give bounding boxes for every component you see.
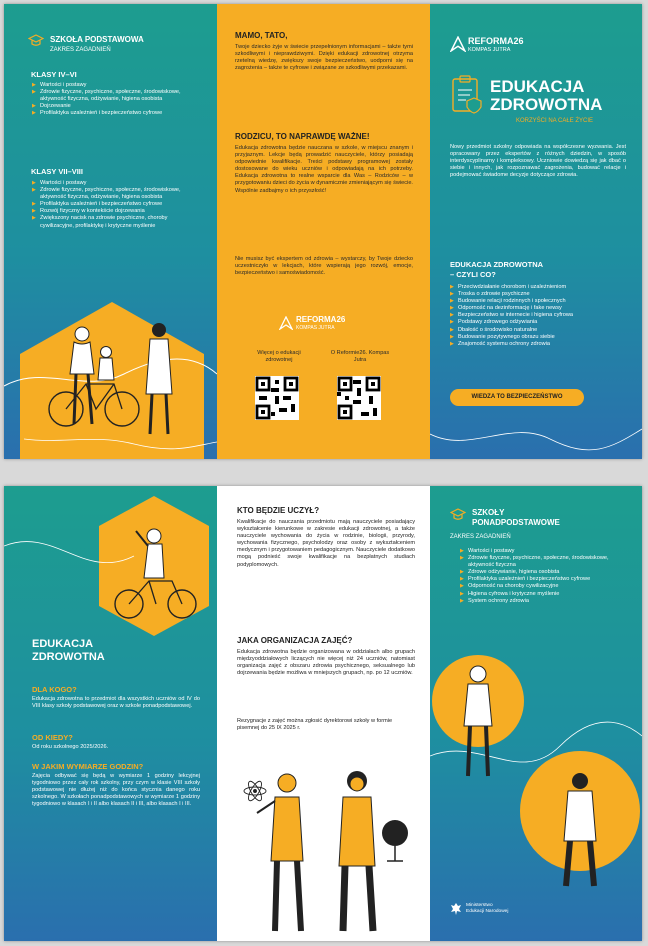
list-heading-line: – CZYLI CO? bbox=[450, 270, 496, 279]
decorative-wave bbox=[430, 414, 642, 459]
graduation-cap-icon bbox=[28, 34, 44, 48]
panel-about bbox=[4, 486, 217, 941]
qr-code-health-education[interactable] bbox=[255, 376, 299, 420]
ministry-line: Edukacji Narodowej bbox=[466, 909, 509, 914]
logo-name: REFORMA26 bbox=[468, 36, 524, 46]
teachers-heading: KTO BĘDZIE UCZYŁ? bbox=[237, 506, 320, 515]
list-item: ▶ Znajomość systemu ochrony zdrowia bbox=[450, 341, 630, 348]
qr-label: Więcej o edukacji zdrowotnej bbox=[257, 350, 301, 364]
list-item: ▶ Bezpieczeństwo w internecie i higiena cyfrowa bbox=[450, 312, 630, 319]
clipboard-health-icon bbox=[450, 74, 486, 116]
list-item: ▶ Zdrowie fizyczne, psychiczne, społeczne, środowiskowe, aktywność fizyczna, odżywianie, higiena osobista bbox=[32, 187, 202, 201]
list-item: ▶ Troska o zdrowie psychiczne bbox=[450, 291, 630, 298]
important-heading: RODZICU, TO NAPRAWDĘ WAŻNE! bbox=[235, 132, 370, 141]
list-item: ▶ Zdrowe odżywianie, higiena osobista bbox=[460, 569, 630, 576]
teachers-illustration bbox=[217, 761, 430, 941]
section-title-line: PONADPODSTAWOWE bbox=[472, 518, 560, 527]
logo-subtitle: KOMPAS JUTRA bbox=[296, 325, 335, 331]
list-item: ▶ Dbałość o środowisko naturalne bbox=[450, 327, 630, 334]
list-item: ▶ Dojrzewanie bbox=[32, 103, 202, 110]
organization-paragraph: Edukacja zdrowotna będzie organizowana w oddziałach albo grupach międzyoddziałowych liczących nie więcej niż 24 uczniów, natomiast organizacja zajęć z obszaru zdrowia psychicznego, seksualnego lub dojrzewania będzie możliwa w mniejszych grupach, np. po 12 uczniów. bbox=[237, 649, 415, 677]
cover-title-line: EDUKACJA bbox=[490, 77, 585, 96]
list-item: ▶ Podstawy zdrowego odżywiania bbox=[450, 319, 630, 326]
list-item: ▶ Profilaktyka uzależnień i bezpieczeństwo cyfrowe bbox=[32, 110, 202, 117]
list-item: ▶ Odporność na dezinformację i fake newsy bbox=[450, 305, 630, 312]
qr-code-reforma26[interactable] bbox=[337, 376, 381, 420]
panel-secondary-school bbox=[430, 486, 642, 941]
panel-cover bbox=[430, 4, 642, 459]
qr-label: O Reformie26. Kompas Jutra bbox=[330, 350, 390, 364]
logo-name: REFORMA26 bbox=[296, 315, 346, 324]
cover-intro: Nowy przedmiot szkolny odpowiada na współczesne wyzwania. Jest opracowany przez ekspertów z różnych dziedzin, w sposób interdyscyplinarny i kompleksowy. Uczniowie dowiedzą się jak dbać o siebie i innych, jak rozpoznawać zagrożenia, budować relacje i podejmować świadome decyzje dotyczące zdrowia. bbox=[450, 144, 626, 179]
list-item: ▶ Profilaktyka uzależnień i bezpieczeństwo cyfrowe bbox=[32, 201, 202, 208]
list-item: ▶ Przeciwdziałanie chorobom i uzależnieniom bbox=[450, 284, 630, 291]
list-item: ▶ Wartości i postawy bbox=[32, 82, 202, 89]
list-item: ▶ Rozwój fizyczny w kontekście dojrzewania bbox=[32, 208, 202, 215]
teachers-paragraph: Kwalifikacje do nauczania przedmiotu mają nauczyciele posiadający wykształcenie kierunkowe w zakresie edukacji zdrowotnej, a także nauczyciele wychowania do życia w rodzinie, biologii, przyrody, wychowania fizycznego, psycholodzy oraz osoby z wykształceniem medycznym i przygotowaniem pedagogicznym. Nauczyciele dodatkowo mogą podnieść swoje kwalifikacje na bezpłatnych studiach podyplomowych. bbox=[237, 519, 415, 568]
about-title-line: ZDROWOTNA bbox=[32, 651, 105, 663]
leaflet-inside bbox=[4, 486, 642, 941]
organization-heading: JAKA ORGANIZACJA ZAJĘĆ? bbox=[237, 636, 353, 645]
list-item: ▶ Odporność na choroby cywilizacyjne bbox=[460, 583, 630, 590]
topics-list bbox=[450, 284, 630, 348]
cover-tagline: KORZYŚCI NA CAŁE ŻYCIE bbox=[516, 118, 594, 124]
topics-list bbox=[460, 548, 630, 605]
grades-heading: KLASY IV–VI bbox=[31, 70, 77, 79]
section-title bbox=[472, 508, 560, 528]
panel-primary-school bbox=[4, 4, 217, 459]
students-illustration bbox=[430, 636, 642, 896]
section-title-line: SZKOŁY bbox=[472, 508, 505, 517]
list-item: ▶ Budowanie pozytywnego obrazu siebie bbox=[450, 334, 630, 341]
graduation-cap-icon bbox=[450, 508, 466, 522]
list-item: ▶ Zdrowie fizyczne, psychiczne, społeczne, środowiskowe, aktywność fizyczna bbox=[460, 555, 630, 569]
list-item: ▶ Zwiększony nacisk na zdrowie psychiczne, choroby cywilizacyjne, profilaktykę i krytyczne myślenie bbox=[32, 215, 202, 229]
parents-paragraph: Twoje dziecko żyje w świecie przepełnionym informacjami – także tymi szkodliwymi i nieprawdziwymi. Dzięki edukacji zdrowotnej otrzyma rzetelną wiedzę, zwiększy swoje bezpieczeństwo, uodporni się na zagrożenia – także te cyfrowe i związane ze szkodliwymi przekazami. bbox=[235, 44, 413, 72]
cover-title bbox=[490, 78, 602, 114]
list-heading bbox=[450, 260, 543, 280]
important-paragraph: Edukacja zdrowotna będzie nauczana w szkole, w miejscu znanym i przyjaznym. Lekcje będą prowadzić nauczyciele, którzy posiadają odpowiednie kwalifikacje. Treści podstawy programowej zostały dostosowane do wieku uczniów i odpowiadają na ich potrzeby. Edukacja zdrowotna to realne wsparcie dla Was – Rodziców – w przygotowaniu dzieci do życia w dynamicznie zmieniającym się świecie. Wspólnie zadbajmy o ich przyszłość! bbox=[235, 145, 413, 194]
child-bike-illustration bbox=[4, 486, 217, 651]
eagle-emblem-icon bbox=[450, 902, 462, 916]
cta-button[interactable]: WIEDZA TO BEZPIECZEŃSTWO bbox=[450, 389, 584, 406]
faq-answer: Zajęcia odbywać się będą w wymiarze 1 godziny lekcyjnej tygodniowo przez cały rok szkolny, przy czym w klasie VIII szkoły podstawowej nie dłużej niż do końca stycznia danego roku szkolnego. W szkołach ponadpodstawowych w wymiarze 1 godziny tygodniowo w klasach I i II albo klasach II i III, albo klasach I i III. bbox=[32, 773, 200, 808]
list-item: ▶ Wartości i postawy bbox=[32, 180, 202, 187]
grades-list bbox=[32, 82, 202, 117]
ministry-line: Ministerstwo bbox=[466, 903, 493, 908]
list-item: ▶ Higiena cyfrowa i krytyczne myślenie bbox=[460, 591, 630, 598]
family-bike-illustration bbox=[4, 294, 217, 459]
faq-answer: Od roku szkolnego 2025/2026. bbox=[32, 744, 109, 750]
section-title: SZKOŁA PODSTAWOWA bbox=[50, 35, 144, 44]
logo-subtitle: KOMPAS JUTRA bbox=[468, 47, 511, 53]
grades-heading: KLASY VII–VIII bbox=[31, 167, 83, 176]
list-item: ▶ System ochrony zdrowia bbox=[460, 598, 630, 605]
list-item: ▶ Budowanie relacji rodzinnych i społecznych bbox=[450, 298, 630, 305]
expert-paragraph: Nie musisz być ekspertem od zdrowia – wystarczy, by Twoje dziecko uczestniczyło w lekcjach, które wspierają jego rozwój, emocje, bezpieczeństwo i samoświadomość. bbox=[235, 256, 413, 277]
section-subtitle: ZAKRES ZAGADNIEŃ bbox=[50, 47, 111, 53]
faq-question: DLA KOGO? bbox=[32, 685, 77, 694]
grades-list bbox=[32, 180, 202, 230]
ministry-logo bbox=[466, 903, 508, 915]
compass-logo-icon bbox=[279, 316, 293, 330]
cover-title-line: ZDROWOTNA bbox=[490, 95, 603, 114]
faq-question: OD KIEDY? bbox=[32, 733, 73, 742]
about-title-line: EDUKACJA bbox=[32, 638, 94, 650]
parents-heading: MAMO, TATO, bbox=[235, 31, 288, 40]
about-title bbox=[32, 638, 105, 664]
list-item: ▶ Wartości i postawy bbox=[460, 548, 630, 555]
list-item: ▶ Profilaktyka uzależnień i bezpieczeństwo cyfrowe bbox=[460, 576, 630, 583]
compass-logo-icon bbox=[450, 36, 466, 52]
leaflet-outside bbox=[4, 4, 642, 459]
panel-teachers bbox=[217, 486, 430, 941]
section-subtitle: ZAKRES ZAGADNIEŃ bbox=[450, 534, 511, 540]
faq-answer: Edukacja zdrowotna to przedmiot dla wszystkich uczniów od IV do VIII klasy szkoły podstawowej oraz w szkole ponadpodstawowej. bbox=[32, 696, 200, 710]
list-item: ▶ Zdrowie fizyczne, psychiczne, społeczne, środowiskowe, aktywność fizyczna, odżywianie, higiena osobista bbox=[32, 89, 202, 103]
panel-parents bbox=[217, 4, 430, 459]
resignation-paragraph: Rezygnacje z zajęć można zgłosić dyrektorowi szkoły w formie pisemnej do 25 IX 2025 r. bbox=[237, 718, 393, 732]
list-heading-line: EDUKACJA ZDROWOTNA bbox=[450, 260, 544, 269]
faq-question: W JAKIM WYMIARZE GODZIN? bbox=[32, 762, 144, 771]
